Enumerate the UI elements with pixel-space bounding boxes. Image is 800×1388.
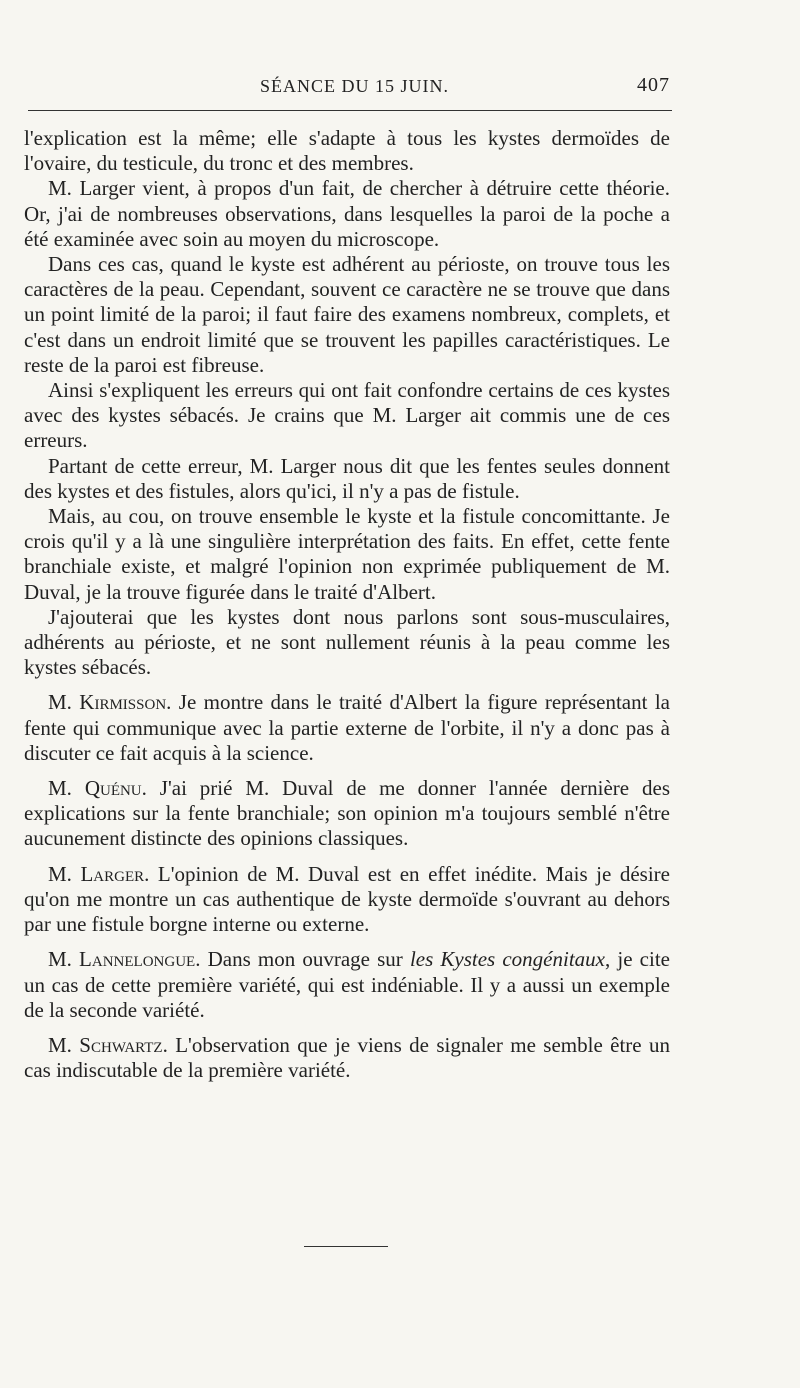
paragraph-6-text: Mais, au cou, on trouve ensemble le kyste et la fistule concomittante. Je crois qu'il y a là une singulière interprétation des faits. En effet, cette fente branchiale existe, et malgré l'opinion non exprimée publiquement de M. Duval, je la trouve figurée dans le traité d'Albert. [24,504,670,604]
header-rule [28,110,672,111]
speech-quenu [24,776,670,852]
speech-kirmisson [24,690,670,766]
end-rule [304,1246,388,1247]
paragraph-6 [24,504,670,605]
book-title: les Kystes congénitaux [409,947,605,972]
speech-lannelongue [24,947,670,1023]
page-header [24,74,670,104]
running-title: SÉANCE DU 15 JUIN. [260,76,449,96]
paragraph-4-text: Ainsi s'expliquent les erreurs qui ont fait confondre certains de ces kystes avec des kystes sébacés. Je crains que M. Larger ait commis une de ces erreurs. [24,378,670,453]
speaker-name: M. Lannelongue. [48,947,201,972]
speaker-name: M. Schwartz. [48,1032,168,1057]
speaker-name: M. Quénu. [48,776,147,801]
paragraph-3 [24,252,670,378]
speech-text-before: Dans mon ouvrage sur [200,947,410,972]
paragraph-1 [24,126,670,176]
paragraph-2-text: M. Larger vient, à propos d'un fait, de chercher à détruire cette théorie. Or, j'ai de nombreuses observations, dans lesquelles la paroi de la poche a été examinée avec soin au moyen du microscope. [24,176,670,251]
speech-text: Je montre dans le traité d'Albert la figure représentant la fente qui communique avec la partie externe de l'orbite, il n'y a donc pas à discuter ce fait acquis à la science. [24,690,670,765]
paragraph-2 [24,176,670,252]
speech-schwartz [24,1033,670,1083]
paragraph-7-text: J'ajouterai que les kystes dont nous parlons sont sous-musculaires, adhérents au périoste, et ne sont nullement réunis à la peau comme les kystes sébacés. [24,604,670,680]
speech-text: L'opinion de M. Duval est en effet inédite. Mais je désire qu'on me montre un cas authentique de kyste dermoïde s'ouvrant au dehors par une fistule borgne interne ou externe. [24,861,670,937]
paragraph-4 [24,378,670,454]
page-number: 407 [637,74,670,96]
paragraph-5-text: Partant de cette erreur, M. Larger nous dit que les fentes seules donnent des kystes et des fistules, alors qu'ici, il n'y a pas de fistule. [24,453,670,503]
speech-larger [24,862,670,938]
paragraph-3-text: Dans ces cas, quand le kyste est adhérent au périoste, on trouve tous les caractères de la peau. Cependant, souvent ce caractère ne se trouve que dans un point limité de la paroi; il faut faire des examens nombreux, complets, et c'est dans un endroit limité que se trouvent les papilles caractéristiques. Le reste de la paroi est fibreuse. [24,252,670,377]
body-text [24,126,670,1083]
speech-text-after: , je cite un cas de cette première variété, qui est indéniable. Il y a aussi un exemple de la seconde variété. [24,947,670,1022]
speaker-name: M. Larger. [48,861,150,886]
paragraph-7 [24,605,670,681]
paragraph-5 [24,454,670,504]
speaker-name: M. Kirmisson. [48,690,172,715]
paragraph-1-text: l'explication est la même; elle s'adapte à tous les kystes dermoïdes de l'ovaire, du testicule, du tronc et des membres. [24,126,670,176]
speech-text: L'observation que je viens de signaler me semble être un cas indiscutable de la première variété. [24,1032,671,1083]
speech-text: J'ai prié M. Duval de me donner l'année dernière des explications sur la fente branchiale; son opinion m'a toujours semblé n'être aucunement distincte des opinions classiques. [24,776,671,851]
